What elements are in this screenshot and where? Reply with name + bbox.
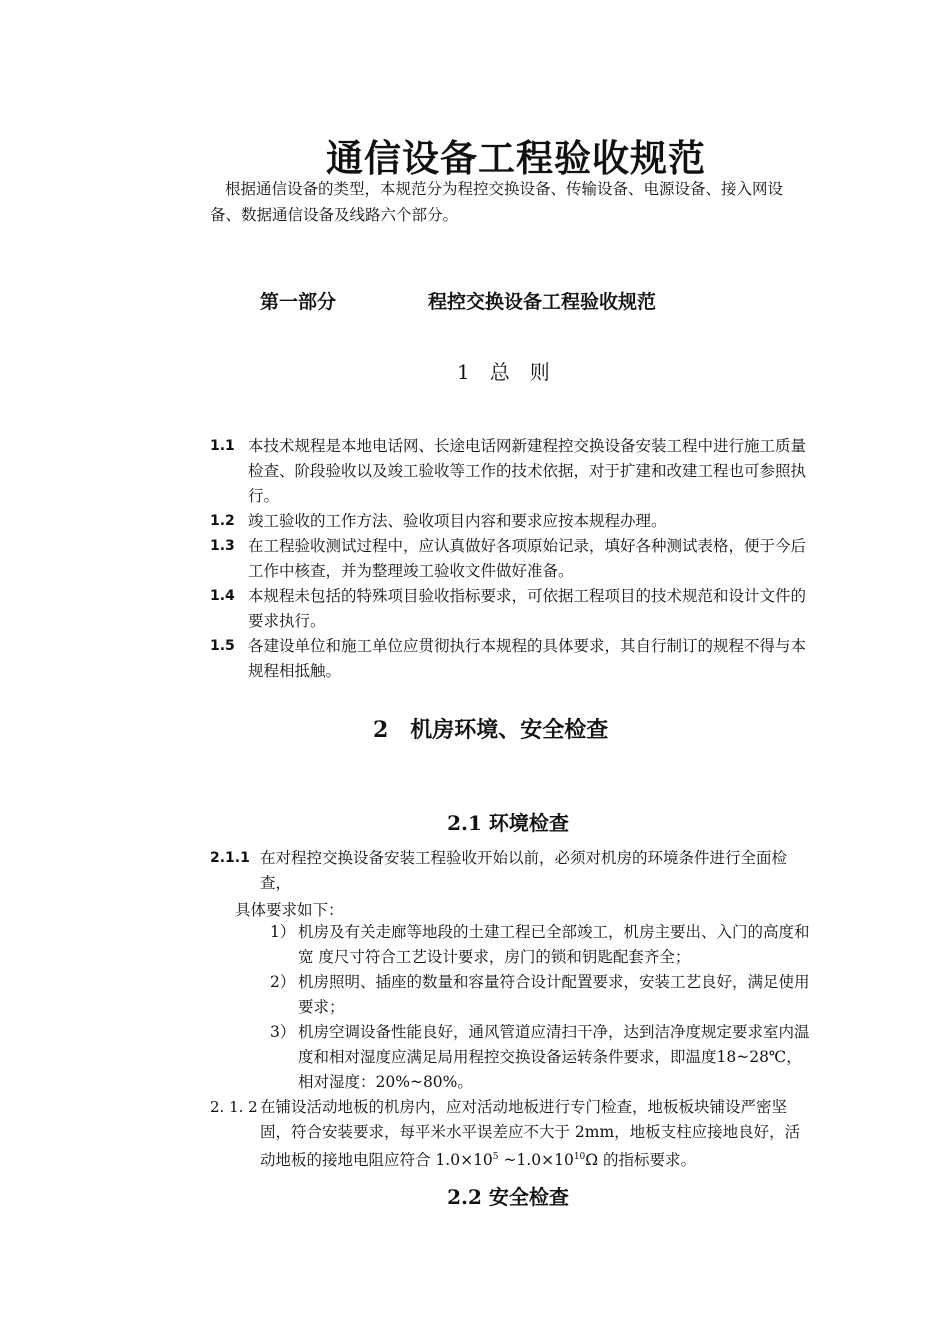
clause-1-4: [210, 584, 810, 634]
requirement-text: 机房照明、插座的数量和容量符合设计配置要求，安装工艺良好，满足使用要求；: [298, 973, 810, 1016]
intro-paragraph: 根据通信设备的类型，本规范分为程控交换设备、传输设备、电源设备、接入网设备、数据通信设备及线路六个部分。: [210, 180, 784, 224]
part-number: 第一部分: [260, 291, 337, 313]
clause-1-2: [210, 509, 810, 534]
clause-text: 竣工验收的工作方法、验收项目内容和要求应按本规程办理。: [248, 512, 667, 530]
part-title: 程控交换设备工程验收规范: [428, 291, 657, 313]
exponent-a: 5: [492, 1152, 499, 1162]
clause-text: [260, 1095, 810, 1173]
clause-number: 1.3: [210, 538, 235, 554]
clause-number: 1.1: [210, 438, 235, 454]
clause-number: 2. 1. 2: [210, 1098, 258, 1116]
clause-number: 2.1.1: [210, 850, 250, 866]
chapter-1-number: 1: [457, 360, 470, 384]
clause-1-1: [210, 434, 810, 509]
document-title: 通信设备工程验收规范: [326, 136, 706, 180]
clause-1-5: [210, 634, 810, 684]
exponent-b: 10: [573, 1152, 586, 1162]
clause-text-b: ~1.0×10: [498, 1151, 574, 1170]
requirement-number: 3）: [270, 1023, 296, 1041]
clause-text: 本技术规程是本地电话网、长途电话网新建程控交换设备安装工程中进行施工质量检查、阶段验收以及竣工验收等工作的技术依据，对于扩建和改建工程也可参照执行。: [248, 437, 807, 505]
clause-text: 在工程验收测试过程中，应认真做好各项原始记录，填好各种测试表格，便于今后工作中核查，并为整理竣工验收文件做好准备。: [248, 537, 807, 580]
requirement-text: 机房空调设备性能良好，通风管道应清扫干净，达到洁净度规定要求室内温度和相对湿度应满足局用程控交换设备运转条件要求，即温度18~28℃，相对湿度：20%~80%。: [298, 1023, 810, 1091]
chapter-1-heading: [457, 356, 550, 385]
clause-text: 在对程控交换设备安装工程验收开始以前，必须对机房的环境条件进行全面检查，: [260, 849, 788, 892]
requirement-2: [270, 970, 810, 1020]
section-2-1-heading: 2.1 环境检查: [447, 811, 569, 835]
clause-number: 1.5: [210, 638, 235, 654]
chapter-2-heading: 2 机房环境、安全检查: [373, 717, 609, 743]
requirement-number: 2）: [270, 973, 296, 991]
clause-text: 本规程未包括的特殊项目验收指标要求，可依据工程项目的技术规范和设计文件的要求执行。: [248, 587, 807, 630]
clause-text-a: 在铺设活动地板的机房内，应对活动地板进行专门检查，地板板块铺设严密坚固，符合安装要求，每平米水平误差应不大于 2mm，地板支柱应接地良好，活动地板的接地电阻应符合 1.0×10: [260, 1098, 801, 1170]
requirement-3: [270, 1020, 810, 1095]
clause-text: 各建设单位和施工单位应贯彻执行本规程的具体要求，其自行制订的规程不得与本规程相抵触。: [248, 637, 807, 680]
requirement-text: 机房及有关走廊等地段的土建工程已全部竣工，机房主要出、入门的高度和宽 度尺寸符合工艺设计要求，房门的锁和钥匙配套齐全；: [298, 923, 810, 966]
clause-2-1-2: [210, 1095, 810, 1173]
clause-number: 1.2: [210, 513, 235, 529]
requirement-1: [270, 920, 810, 970]
clause-number: 1.4: [210, 588, 235, 604]
clause-1-3: [210, 534, 810, 584]
requirement-number: 1）: [270, 923, 296, 941]
requirements-lead: 具体要求如下：: [235, 901, 344, 919]
clause-2-1-1: [210, 846, 810, 896]
section-2-2-heading: 2.2 安全检查: [447, 1185, 569, 1209]
chapter-1-title: 总 则: [489, 360, 550, 384]
clause-text-c: Ω 的指标要求。: [585, 1151, 697, 1170]
